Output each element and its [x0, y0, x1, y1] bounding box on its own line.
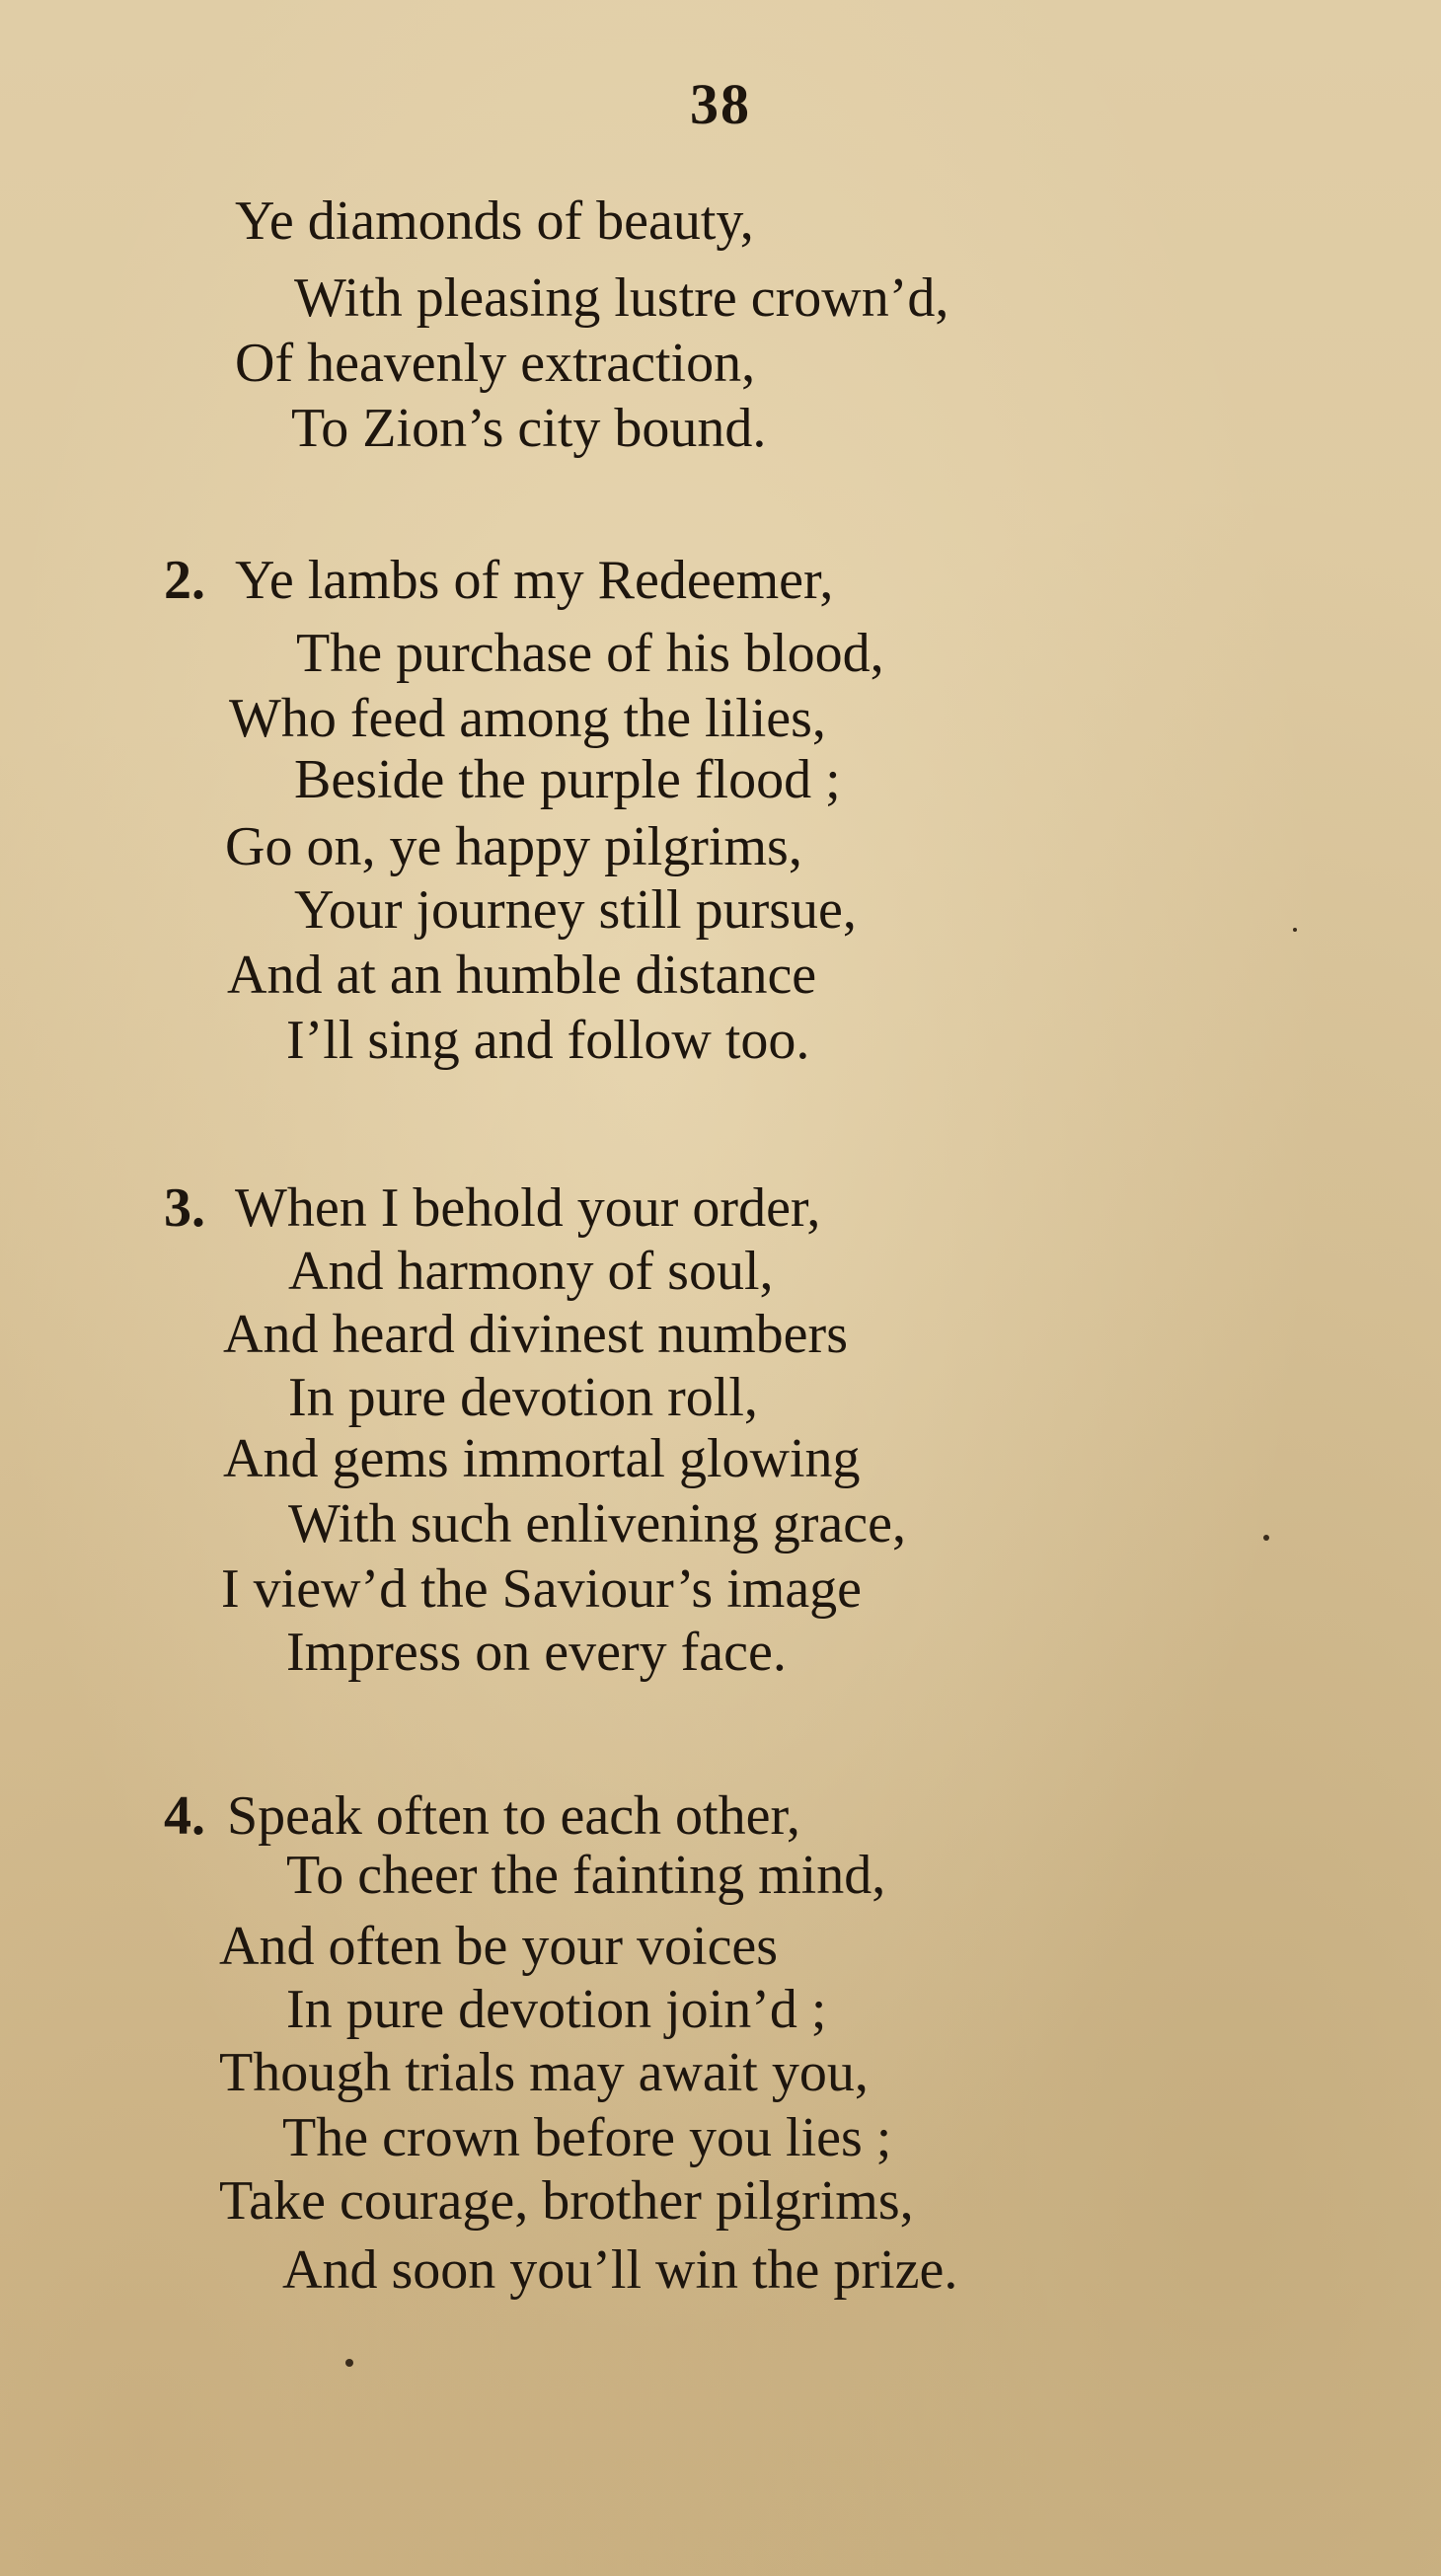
verse-line: Though trials may await you,	[219, 2042, 869, 2103]
paper-speck	[1293, 928, 1297, 932]
verse-line: With such enlivening grace,	[288, 1493, 906, 1554]
stanza-number: 3.	[164, 1177, 205, 1239]
stanza-number: 2.	[164, 550, 205, 611]
verse-line: And soon you’ll win the prize.	[282, 2239, 958, 2301]
verse-line: Impress on every face.	[286, 1622, 787, 1683]
verse-line: The purchase of his blood,	[296, 623, 884, 684]
verse-line: Your journey still pursue,	[294, 879, 857, 941]
verse-line: And heard divinest numbers	[223, 1304, 848, 1365]
verse-line: And at an humble distance	[227, 945, 817, 1006]
verse-line: To cheer the fainting mind,	[286, 1845, 886, 1906]
paper-speck	[1263, 1535, 1269, 1541]
verse-line: Ye lambs of my Redeemer,	[235, 550, 834, 611]
verse-line: When I behold your order,	[235, 1177, 821, 1239]
stanza-number: 4.	[164, 1785, 205, 1847]
verse-line: Who feed among the lilies,	[229, 688, 826, 749]
verse-line: In pure devotion join’d ;	[286, 1979, 827, 2040]
verse-line: With pleasing lustre crown’d,	[294, 267, 949, 329]
verse-line: And often be your voices	[219, 1916, 779, 1977]
verse-line: And gems immortal glowing	[223, 1428, 861, 1489]
verse-line: Take courage, brother pilgrims,	[219, 2170, 914, 2232]
verse-line: Speak often to each other,	[227, 1785, 800, 1847]
verse-line: The crown before you lies ;	[282, 2107, 892, 2168]
verse-line: Of heavenly extraction,	[235, 333, 756, 394]
verse-line: Go on, ye happy pilgrims,	[225, 816, 802, 877]
verse-line: I’ll sing and follow too.	[286, 1010, 810, 1071]
verse-line: Beside the purple flood ;	[294, 749, 841, 810]
paper-speck	[345, 2359, 353, 2367]
verse-line: To Zion’s city bound.	[291, 398, 767, 459]
verse-line: Ye diamonds of beauty,	[235, 190, 754, 252]
page-number: 38	[690, 72, 751, 136]
verse-line: And harmony of soul,	[288, 1241, 774, 1302]
verse-line: I view’d the Saviour’s image	[221, 1558, 863, 1620]
verse-line: In pure devotion roll,	[288, 1367, 758, 1428]
